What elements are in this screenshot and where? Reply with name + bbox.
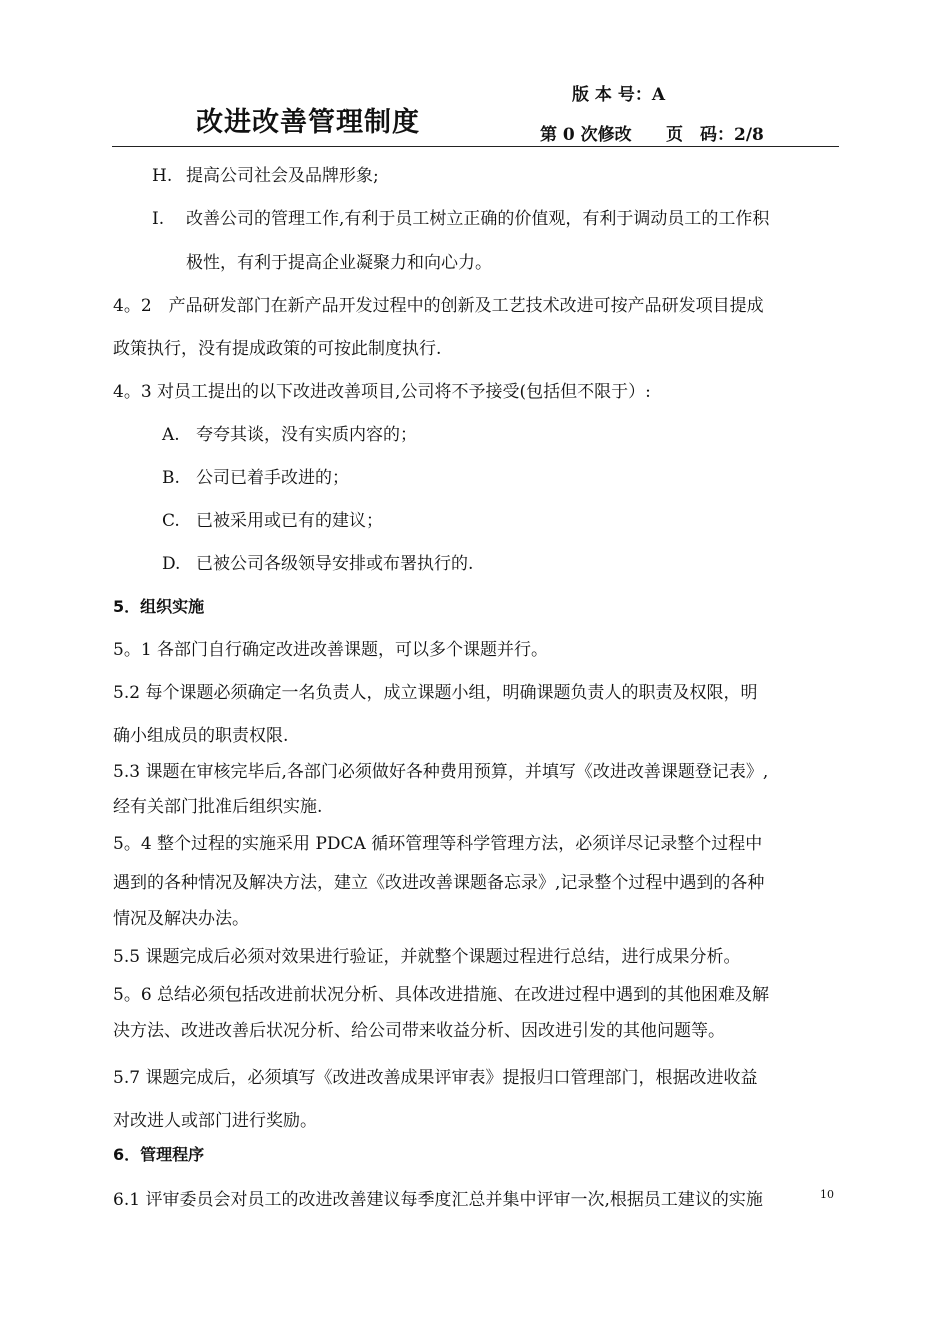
paragraph-5-3-cont: 经有关部门批准后组织实施. bbox=[113, 797, 323, 817]
paragraph-5-6-cont: 决方法、改进改善后状况分析、给公司带来收益分析、因改进引发的其他问题等。 bbox=[113, 1021, 725, 1041]
section-6-heading: 6．管理程序 bbox=[113, 1145, 205, 1164]
item-i-text-cont: 极性，有利于提高企业凝聚力和向心力。 bbox=[186, 253, 492, 273]
paragraph-4-3: 4。3 对员工提出的以下改进改善项目,公司将不予接受(包括但不限于）: bbox=[113, 382, 651, 402]
item-h-label: H. bbox=[152, 166, 173, 186]
paragraph-5-7-cont: 对改进人或部门进行奖励。 bbox=[113, 1111, 317, 1131]
paragraph-5-4-cont2: 情况及解决办法。 bbox=[113, 909, 249, 929]
paragraph-5-7: 5.7 课题完成后，必须填写《改进改善成果评审表》提报归口管理部门，根据改进收益 bbox=[113, 1068, 758, 1088]
item-c-text: 已被采用或已有的建议； bbox=[196, 511, 383, 531]
item-b-text: 公司已着手改进的； bbox=[196, 468, 349, 488]
item-d-label: D. bbox=[162, 554, 181, 574]
version-number: 版 本 号：A bbox=[572, 85, 666, 105]
item-d-text: 已被公司各级领导安排或布署执行的. bbox=[196, 554, 474, 574]
header-divider bbox=[112, 146, 839, 147]
paragraph-5-6: 5。6 总结必须包括改进前状况分析、具体改进措施、在改进过程中遇到的其他困难及解 bbox=[113, 985, 770, 1005]
paragraph-4-2-cont: 政策执行，没有提成政策的可按此制度执行. bbox=[113, 339, 442, 359]
paragraph-5-3: 5.3 课题在审核完毕后,各部门必须做好各种费用预算，并填写《改进改善课题登记表》, bbox=[113, 762, 769, 782]
page-number: 页 码：2/8 bbox=[666, 125, 764, 145]
revision-number: 第 0 次修改 bbox=[540, 125, 632, 145]
item-h-text: 提高公司社会及品牌形象; bbox=[186, 166, 379, 186]
item-i-text: 改善公司的管理工作,有利于员工树立正确的价值观，有利于调动员工的工作积 bbox=[186, 209, 770, 229]
paragraph-5-2: 5.2 每个课题必须确定一名负责人，成立课题小组，明确课题负责人的职责及权限，明 bbox=[113, 683, 758, 703]
paragraph-5-1: 5。1 各部门自行确定改进改善课题，可以多个课题并行。 bbox=[113, 640, 549, 660]
item-c-label: C. bbox=[162, 511, 180, 531]
document-title: 改进改善管理制度 bbox=[196, 107, 420, 138]
paragraph-5-2-cont: 确小组成员的职责权限. bbox=[113, 726, 289, 746]
paragraph-4-2: 4。2 产品研发部门在新产品开发过程中的创新及工艺技术改进可按产品研发项目提成 bbox=[113, 296, 764, 316]
paragraph-5-4: 5。4 整个过程的实施采用 PDCA 循环管理等科学管理方法，必须详尽记录整个过程中 bbox=[113, 834, 763, 854]
item-b-label: B. bbox=[162, 468, 180, 488]
item-a-text: 夸夸其谈，没有实质内容的； bbox=[196, 425, 417, 445]
section-5-heading: 5．组织实施 bbox=[113, 597, 205, 616]
item-i-label: I. bbox=[152, 209, 165, 229]
paragraph-5-4-cont: 遇到的各种情况及解决方法，建立《改进改善课题备忘录》,记录整个过程中遇到的各种 bbox=[113, 873, 765, 893]
paragraph-6-1: 6.1 评审委员会对员工的改进改善建议每季度汇总并集中评审一次,根据员工建议的实施 bbox=[113, 1190, 763, 1210]
paragraph-5-5: 5.5 课题完成后必须对效果进行验证，并就整个课题过程进行总结，进行成果分析。 bbox=[113, 947, 741, 967]
page-mark: 10 bbox=[820, 1188, 834, 1201]
item-a-label: A. bbox=[162, 425, 180, 445]
